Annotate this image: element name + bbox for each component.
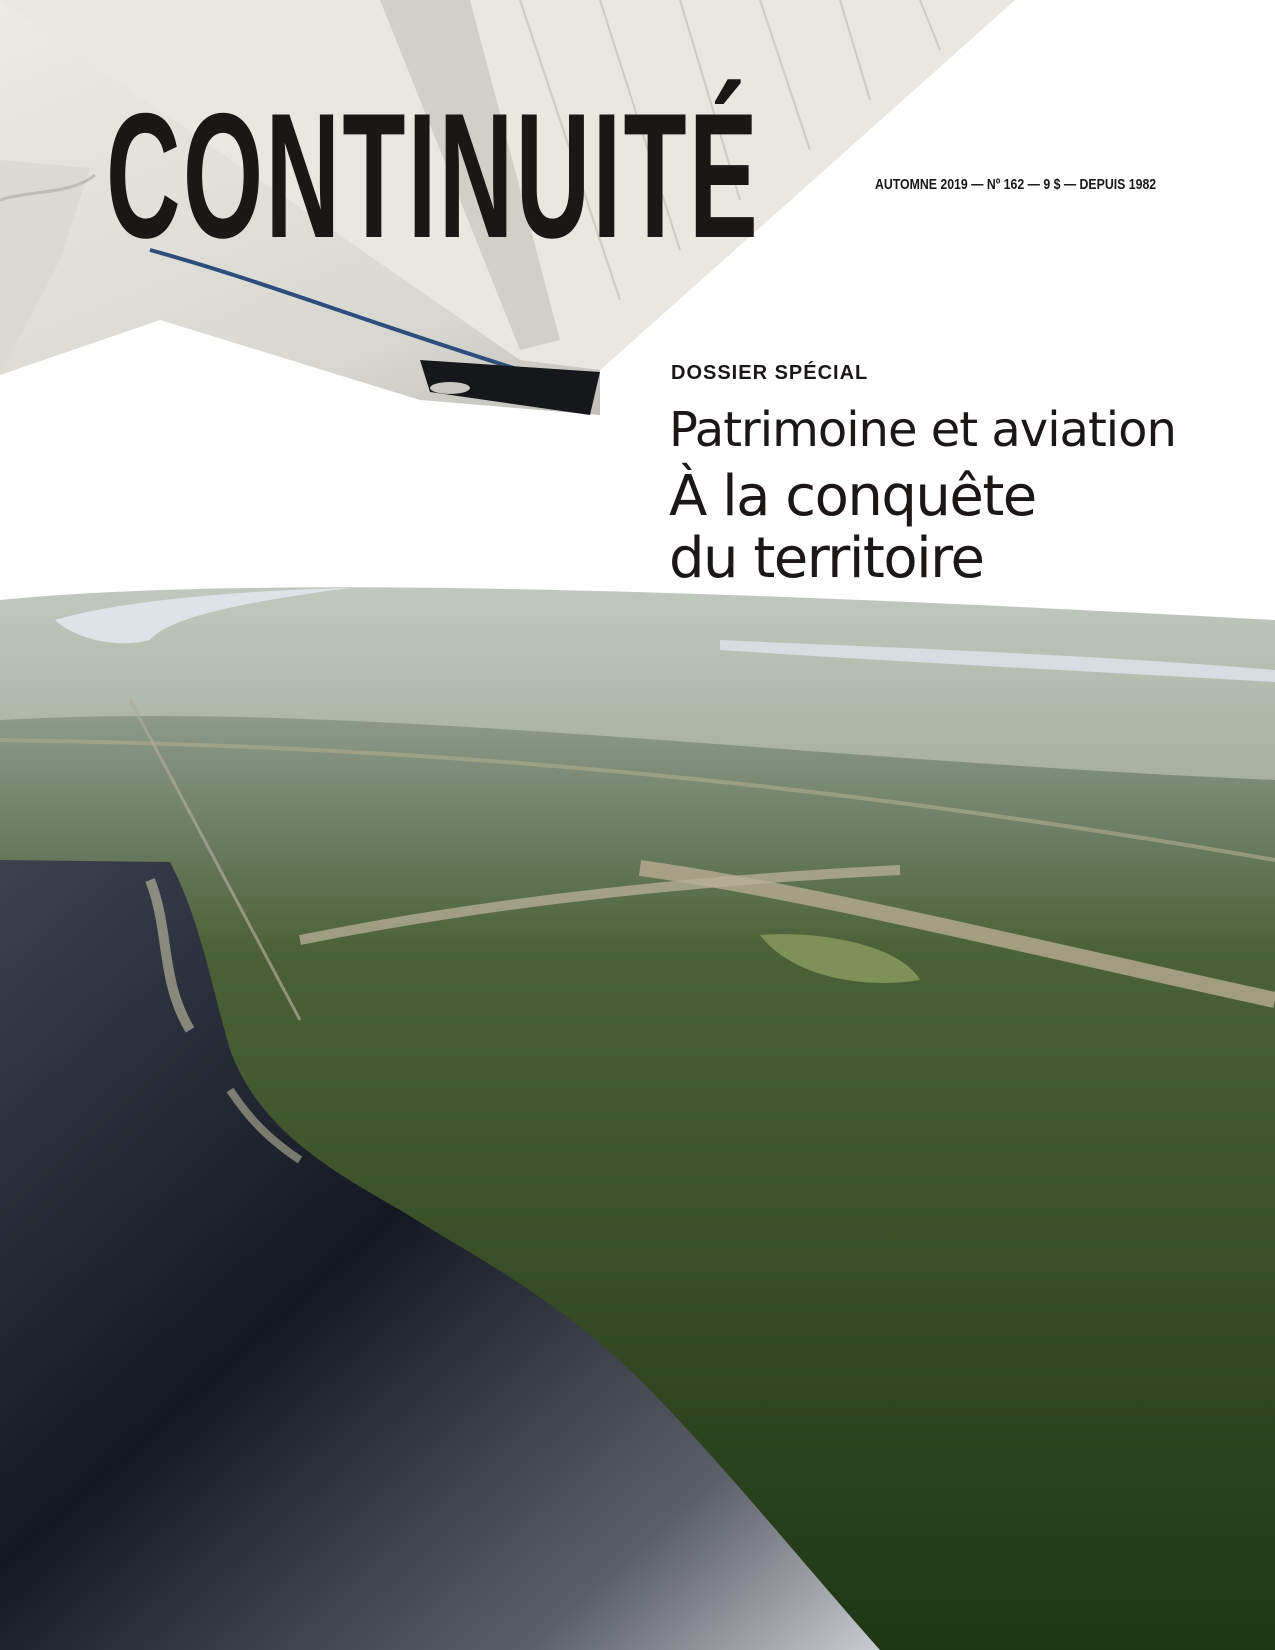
subheadline-line-1: À la conquête — [669, 464, 1036, 529]
subheadline-line-2: du territoire — [669, 526, 984, 591]
section-kicker: DOSSIER SPÉCIAL — [671, 362, 869, 384]
feature-headline: Patrimoine et aviation — [669, 402, 1176, 458]
issue-info: AUTOMNE 2019 — Nº 162 — 9 $ — DEPUIS 1982 — [875, 176, 1157, 193]
magazine-title: CONTINUITÉ — [106, 76, 761, 275]
feature-subheadline — [669, 466, 1229, 590]
